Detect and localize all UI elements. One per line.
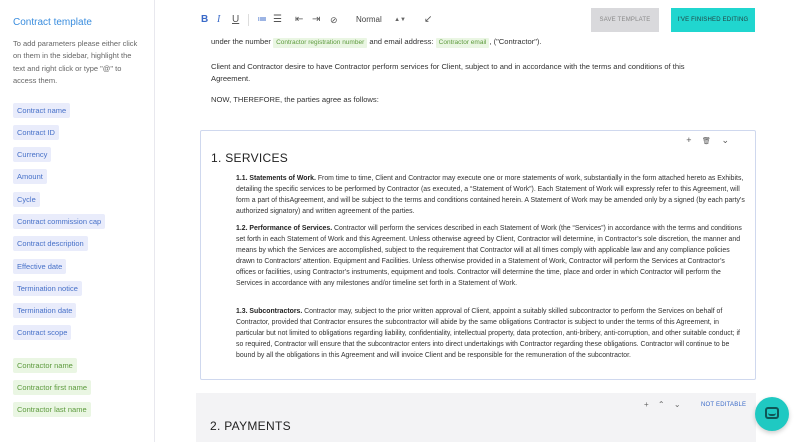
parameter-list-contractor xyxy=(13,355,154,422)
clause-heading: 1.2. Performance of Services. xyxy=(236,225,333,232)
document-text: under the number xyxy=(211,38,271,46)
finished-editing-button[interactable]: I'VE FINISHED EDITING xyxy=(671,8,755,32)
underline-icon[interactable]: U xyxy=(232,14,240,25)
clause-text: From time to time, Client and Contractor may execute one or more statements of work, substantially in the form attached hereto as Exhibits, detailing the specific services to be performed by Contractor (as executed, a “Statement of Work”). Each Statement of Work will expressly refer to this Agreement, will form a part of thisAgreement, and will be subject to the terms and conditions contained herein. A Statement of Work may be amended only by a signed (by each party’s authorized signatory) and written agreement of the parties. xyxy=(236,175,745,215)
section-heading: 1. SERVICES xyxy=(211,151,289,165)
italic-icon[interactable]: I xyxy=(217,14,221,25)
parameter-chip[interactable]: Currency xyxy=(13,147,51,162)
clause-text: Contractor will perform the services described in each Statement of Work (the “Services”) in accordance with the terms and conditions set forth in each Statement of Work and this Agreement. Unless otherwise agreed by Client, Contractor will determine, in Contractor’s sole discretion, the manner and means by which the Services are accomplished, subject to the requirement that Contractor will at all times comply with applicable law and any compliance policies drawn to Contractors’ attention. Equipment and Facilities. Unless otherwise provided in a Statement of Work, Contractor will perform the Services at Contractor’s offices or facilities, using Contractor’s instruments, equipment and tools. Contractor will determine the time, place and order in which Contractor will perform the Services in accordance with any milestones and/or timeline set forth in a Statement of Work. xyxy=(236,225,742,287)
section-services[interactable] xyxy=(200,130,756,380)
parameter-chip[interactable]: Contract name xyxy=(13,103,70,118)
section-payments[interactable] xyxy=(196,393,756,442)
outdent-icon[interactable]: ⇤ xyxy=(295,14,304,25)
parameter-chip[interactable]: Contract description xyxy=(13,236,88,251)
document-paragraph[interactable] xyxy=(211,38,711,48)
text-style-select[interactable] xyxy=(356,12,406,28)
save-template-button[interactable]: SAVE TEMPLATE xyxy=(591,8,659,32)
parameter-chip-email[interactable]: Contractor email xyxy=(436,38,490,48)
section-actions xyxy=(644,400,688,409)
parameter-chip[interactable]: Cycle xyxy=(13,192,40,207)
parameter-chip[interactable]: Contractor first name xyxy=(13,380,91,395)
parameter-chip[interactable]: Contract ID xyxy=(13,125,59,140)
bullet-list-icon[interactable]: ☰ xyxy=(273,14,282,25)
parameters-sidebar xyxy=(0,0,155,442)
clause-heading: 1.3. Subcontractors. xyxy=(236,308,303,315)
parameter-chip[interactable]: Termination date xyxy=(13,303,76,318)
chevron-down-icon[interactable]: ⌄ xyxy=(721,135,729,145)
clause-text: Contractor may, subject to the prior written approval of Client, appoint a suitably skilled subcontractor to perform the Services on behalf of Contractor, provided that Contractor ensures the subcontractor will abide by the same obligations Contractor is subject to under the terms of this Agreement, in particular but not limited to obligations regarding liability, confidentiality, intellectual property, data protection, anti-bribery, anti-corruption, and other suitable conduct; if so required, Contractor will ensure that the subcontractor enters into direct undertakings with Contractor regarding these obligations. Contractor will continue to be bound by all the obligations in this Agreement and will invoice Client and be responsible for the remuneration of the subcontractor. xyxy=(236,308,740,359)
link-icon[interactable]: ↙ xyxy=(424,14,433,25)
parameter-chip[interactable]: Effective date xyxy=(13,259,66,274)
parameter-chip[interactable]: Termination notice xyxy=(13,281,82,296)
parameter-chip[interactable]: Contractor name xyxy=(13,358,77,373)
parameter-chip-registration[interactable]: Contractor registration number xyxy=(273,38,367,48)
chat-support-button[interactable] xyxy=(755,397,789,431)
clause-performance-of-services[interactable] xyxy=(236,223,746,289)
chevron-down-icon[interactable]: ⌄ xyxy=(673,400,681,409)
clause-heading: 1.1. Statements of Work. xyxy=(236,175,316,182)
sidebar-title: Contract template xyxy=(13,17,92,28)
bold-icon[interactable]: B xyxy=(201,14,209,25)
add-icon[interactable]: + xyxy=(644,400,649,409)
clause-subcontractors[interactable] xyxy=(236,306,746,361)
not-editable-label: NOT EDITABLE xyxy=(701,402,747,408)
select-arrows-icon: ▲▼ xyxy=(394,17,406,23)
parameter-chip[interactable]: Contract scope xyxy=(13,325,71,340)
numbered-list-icon[interactable]: ≔ xyxy=(257,14,267,25)
chevron-up-icon[interactable]: ⌃ xyxy=(657,400,665,409)
document-text: , ("Contractor"). xyxy=(489,38,542,46)
document-paragraph[interactable]: NOW, THEREFORE, the parties agree as follows: xyxy=(211,95,379,104)
clear-format-icon[interactable]: ⊘ xyxy=(330,15,338,25)
section-actions xyxy=(678,135,729,146)
sidebar-help-text: To add parameters please either click on them in the sidebar, highlight the text and right click or type "@" to access them. xyxy=(13,39,138,86)
document-text: and email address: xyxy=(369,38,434,46)
parameter-chip[interactable]: Contract commission cap xyxy=(13,214,105,229)
editor-toolbar xyxy=(156,0,799,38)
document-area xyxy=(156,38,799,442)
delete-icon[interactable]: 🗑 xyxy=(702,138,711,145)
section-heading: 2. PAYMENTS xyxy=(210,419,291,433)
clause-statements-of-work[interactable] xyxy=(236,173,746,217)
parameter-chip[interactable]: Contractor last name xyxy=(13,402,91,417)
toolbar-divider xyxy=(248,14,249,26)
indent-icon[interactable]: ⇥ xyxy=(312,14,321,25)
parameter-list-contract xyxy=(13,100,154,345)
text-style-value: Normal xyxy=(356,15,382,24)
add-icon[interactable]: + xyxy=(686,135,692,145)
parameter-chip[interactable]: Amount xyxy=(13,169,47,184)
document-paragraph[interactable]: Client and Contractor desire to have Contractor perform services for Client, subject to and in accordance with the terms and conditions of this Agreement. xyxy=(211,62,685,83)
